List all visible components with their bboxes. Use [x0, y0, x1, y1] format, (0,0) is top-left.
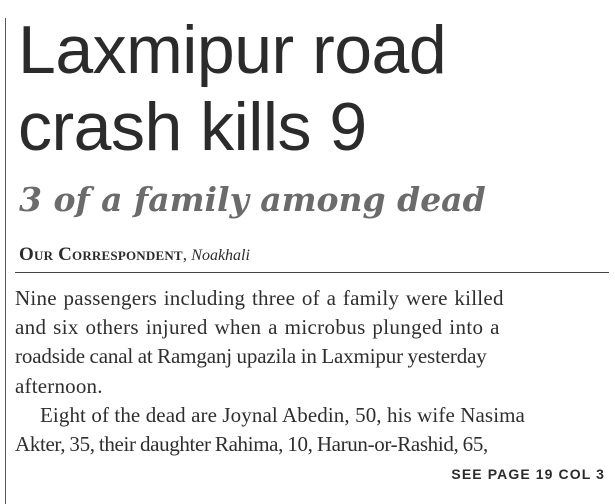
body-line: roadside canal at Ramganj upazila in Laxmipur yesterday	[15, 344, 487, 369]
article-body	[15, 284, 609, 459]
subheadline: 3 of a family among dead	[19, 180, 486, 219]
headline-line-2: crash kills 9	[18, 89, 367, 165]
body-line: Nine passengers including three of a family were killed	[15, 286, 504, 310]
body-line: and six others injured when a microbus plunged into a	[15, 315, 500, 340]
headline-line-1: Laxmipur road	[18, 12, 447, 88]
paragraph-2	[15, 401, 609, 459]
byline-separator: ,	[182, 245, 192, 264]
continuation-jump[interactable]: SEE PAGE 19 COL 3	[451, 466, 605, 482]
byline	[19, 244, 250, 267]
column-divider	[5, 18, 6, 504]
body-line: afternoon.	[15, 373, 103, 398]
byline-rule	[15, 272, 609, 273]
byline-author: Our Correspondent	[19, 244, 183, 265]
body-line: Eight of the dead are Joynal Abedin, 50, his wife Nasima	[40, 402, 525, 427]
headline	[18, 12, 608, 166]
byline-location: Noakhali	[191, 247, 250, 264]
paragraph-1	[15, 284, 609, 401]
body-line: Akter, 35, their daughter Rahima, 10, Harun-or-Rashid, 65,	[15, 432, 488, 457]
